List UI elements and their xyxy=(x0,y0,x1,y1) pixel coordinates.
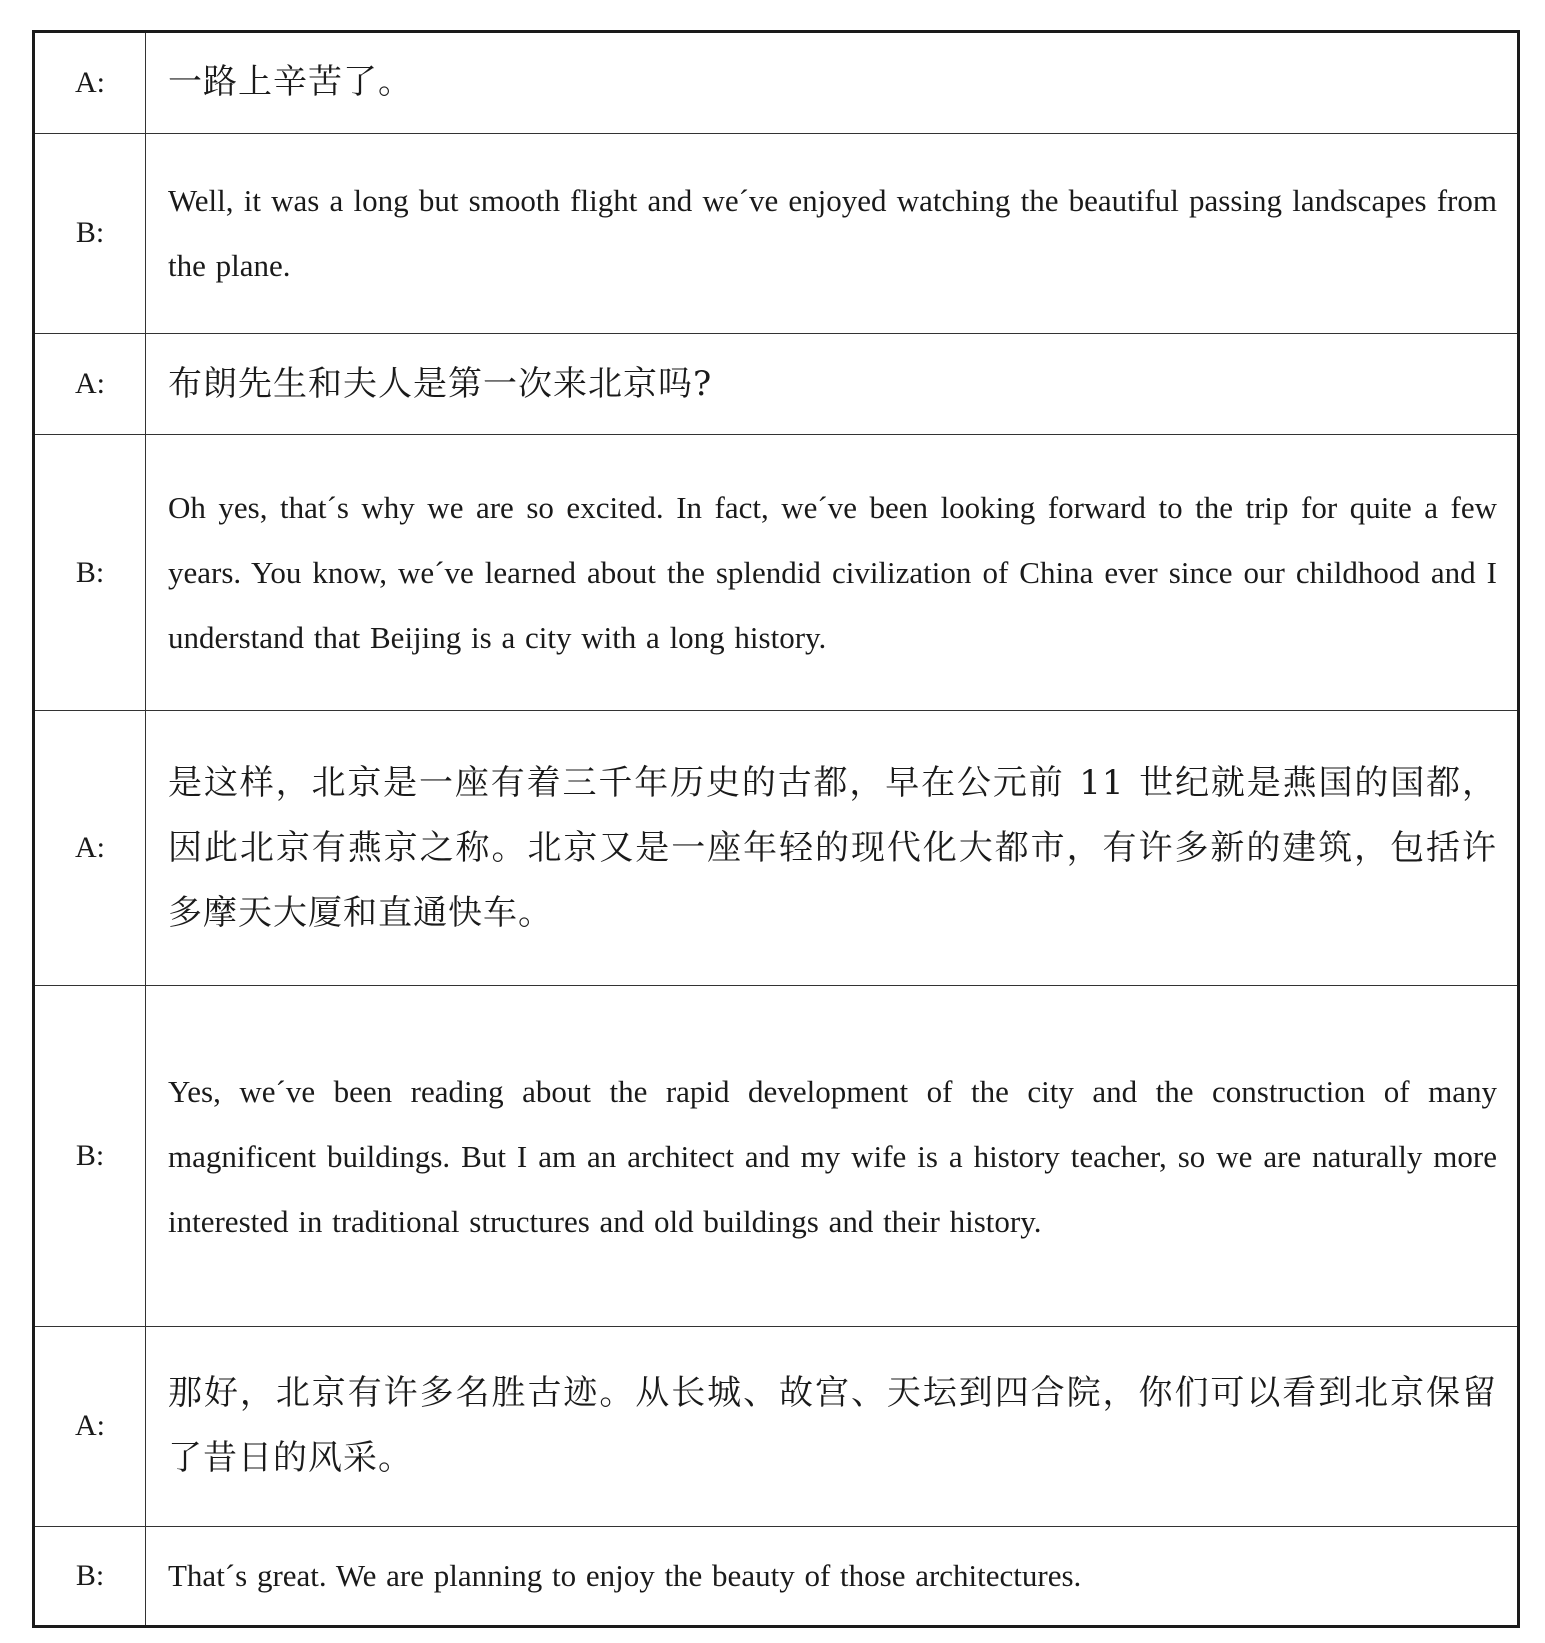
dialogue-line: That´s great. We are planning to enjoy the beauty of those architectures. xyxy=(146,1526,1519,1627)
speaker-label: B: xyxy=(34,133,146,334)
speaker-label: A: xyxy=(34,711,146,986)
speaker-label: B: xyxy=(34,434,146,710)
dialogue-line: 一路上辛苦了。 xyxy=(146,32,1519,134)
dialogue-row xyxy=(34,434,1519,710)
dialogue-line: Oh yes, that´s why we are so excited. In fact, we´ve been looking forward to the trip for quite a few years. You know, we´ve learned about the splendid civilization of China ever since our childhood and I understand that Beijing is a city with a long history. xyxy=(146,434,1519,710)
dialogue-line: 是这样，北京是一座有着三千年历史的古都，早在公元前 11 世纪就是燕国的国都，因此北京有燕京之称。北京又是一座年轻的现代化大都市，有许多新的建筑，包括许多摩天大厦和直通快车。 xyxy=(146,711,1519,986)
dialogue-line: 布朗先生和夫人是第一次来北京吗? xyxy=(146,334,1519,434)
speaker-label: A: xyxy=(34,32,146,134)
dialogue-row xyxy=(34,1526,1519,1627)
dialogue-line: 那好，北京有许多名胜古迹。从长城、故宫、天坛到四合院，你们可以看到北京保留了昔日的风采。 xyxy=(146,1326,1519,1526)
dialogue-row xyxy=(34,32,1519,134)
dialogue-line: Yes, we´ve been reading about the rapid development of the city and the construction of many magnificent buildings. But I am an architect and my wife is a history teacher, so we are naturally more interested in traditional structures and old buildings and their history. xyxy=(146,986,1519,1326)
dialogue-row xyxy=(34,986,1519,1326)
dialogue-row xyxy=(34,133,1519,334)
speaker-label: B: xyxy=(34,986,146,1326)
dialogue-row xyxy=(34,711,1519,986)
dialogue-table xyxy=(32,30,1520,1628)
dialogue-row xyxy=(34,1326,1519,1526)
dialogue-line: Well, it was a long but smooth flight and we´ve enjoyed watching the beautiful passing landscapes from the plane. xyxy=(146,133,1519,334)
dialogue-row xyxy=(34,334,1519,434)
speaker-label: A: xyxy=(34,334,146,434)
speaker-label: B: xyxy=(34,1526,146,1627)
speaker-label: A: xyxy=(34,1326,146,1526)
